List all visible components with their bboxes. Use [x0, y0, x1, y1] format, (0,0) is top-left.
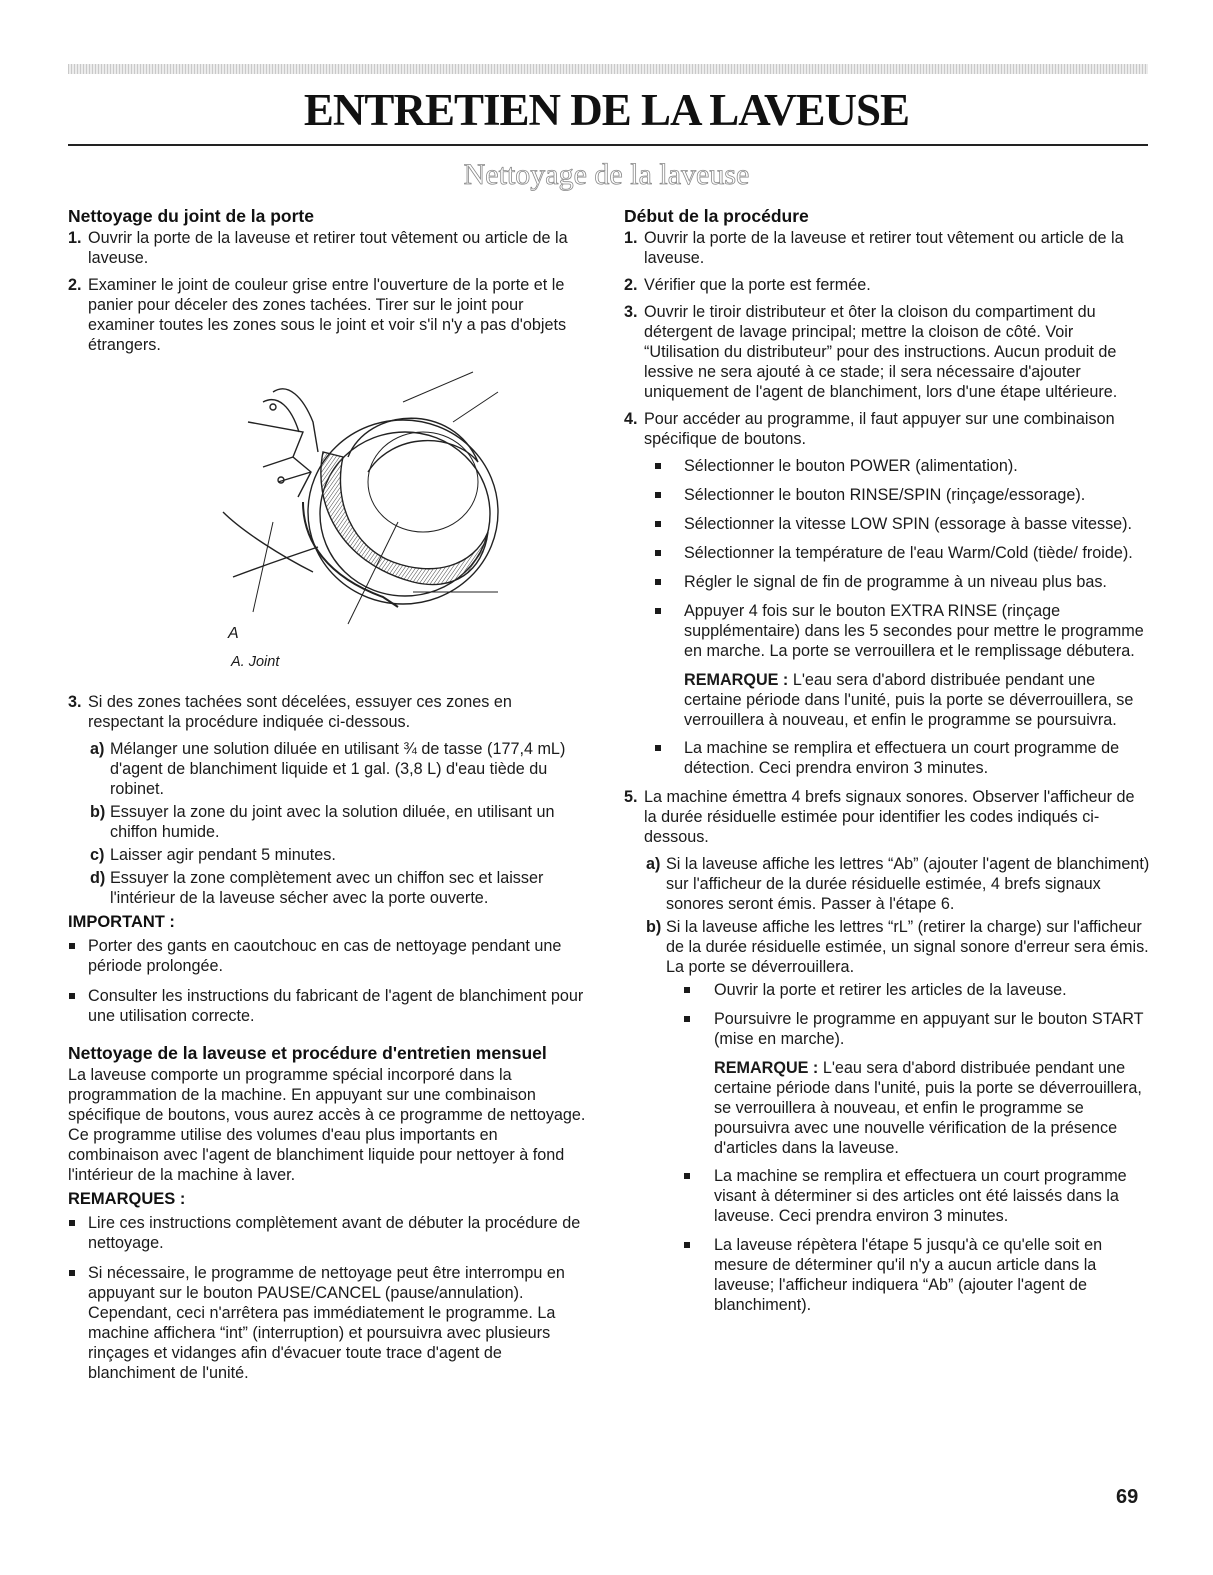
section-subtitle: Nettoyage de la laveuse [463, 158, 750, 191]
bullet-item: Si nécessaire, le programme de nettoyage peut être interrompu en appuyant sur le bouton PAUSE/CANCEL (pause/annulation). Cependant, ceci n'arrêtera pas immédiatement le programme. La machine affichera “int” (interruption) et poursuivra avec plusieurs rinçages et vidanges afin d'évacuer toute trace d'agent de blanchiment de l'unité. [68, 1263, 588, 1383]
list-item: 5. La machine émettra 4 brefs signaux sonores. Observer l'afficheur de la durée résiduelle estimée pour identifier les codes indiqués ci-dessous. [624, 788, 1135, 846]
important-label: IMPORTANT : [68, 913, 175, 931]
left-column [68, 205, 588, 1393]
washer-door-seal-drawing [153, 362, 503, 627]
bullet-item: Sélectionner le bouton POWER (alimentation). [624, 456, 1150, 476]
bullet-item: Sélectionner le bouton RINSE/SPIN (rinçage/essorage). [624, 485, 1150, 505]
sub-item: b) Si la laveuse affiche les lettres “rL” (retirer la charge) sur l'afficheur de la durée résiduelle estimée, un signal sonore d'erreur sera émis. La porte se déverrouillera. [646, 918, 1149, 976]
remarque-note: REMARQUE : L'eau sera d'abord distribuée pendant une certaine période dans l'unité, puis la porte se déverrouillera, se verrouillera à nouveau, et enfin le programme se poursuivra avec une nouvelle vérification de la présence d'articles dans la laveuse. [714, 1059, 1142, 1157]
bullet-item: Lire ces instructions complètement avant de débuter la procédure de nettoyage. [68, 1213, 588, 1253]
bullet-item: Sélectionner la température de l'eau Warm/Cold (tiède/ froide). [624, 543, 1150, 563]
bullet-item: Appuyer 4 fois sur le bouton EXTRA RINSE (rinçage supplémentaire) dans les 5 secondes pour mettre le programme en marche. La porte se verrouillera et le remplissage débutera. [624, 601, 1150, 661]
bullet-item: La machine se remplira et effectuera un court programme de détection. Ceci prendra environ 3 minutes. [624, 738, 1150, 778]
sub-item: c) Laisser agir pendant 5 minutes. [90, 846, 336, 864]
heading-start-procedure: Début de la procédure [624, 206, 809, 226]
figure-label-a: A [228, 625, 239, 642]
sub-item: d) Essuyer la zone complètement avec un chiffon sec et laisser l'intérieur de la laveuse sécher avec la porte ouverte. [90, 869, 544, 907]
list-item: 3. Ouvrir le tiroir distributeur et ôter la cloison du compartiment du détergent de lavage principal; mettre la cloison de côté. Voir “Utilisation du distributeur” pour des instructions. Aucun produit de lessive ne sera ajouté à ce stade; il sera nécessaire d'ajouter uniquement de l'agent de blanchiment, lors d'une étape ultérieure. [624, 303, 1118, 401]
bullet-item: La machine se remplira et effectuera un court programme visant à déterminer si des articles ont été laissés dans la laveuse. Ceci prendra environ 3 minutes. [624, 1166, 1150, 1226]
list-item: 3. Si des zones tachées sont décelées, essuyer ces zones en respectant la procédure indiquée ci-dessous. [68, 693, 512, 731]
page-number: 69 [1116, 1486, 1139, 1508]
remarque-note: REMARQUE : L'eau sera d'abord distribuée pendant une certaine période dans l'unité, puis la porte se déverrouillera, se verrouillera à nouveau, et enfin le programme se poursuivra. [684, 671, 1134, 729]
title-divider [68, 144, 1148, 146]
page-title: ENTRETIEN DE LA LAVEUSE [303, 85, 910, 135]
right-column [624, 205, 1150, 1324]
sub-item: a) Mélanger une solution diluée en utilisant ¾ de tasse (177,4 mL) d'agent de blanchiment liquide et 1 gal. (3,8 L) d'eau tiède du robinet. [90, 740, 566, 798]
heading-door-seal: Nettoyage du joint de la porte [68, 206, 314, 226]
list-item: 1. Ouvrir la porte de la laveuse et retirer tout vêtement ou article de la laveuse. [68, 229, 568, 267]
header-decorative-band [68, 64, 1148, 74]
door-seal-illustration [68, 362, 588, 684]
bullet-item: Sélectionner la vitesse LOW SPIN (essorage à basse vitesse). [624, 514, 1150, 534]
intro-paragraph: La laveuse comporte un programme spécial incorporé dans la programmation de la machine. En appuyant sur une combinaison spécifique de boutons, vous aurez accès à ce programme de nettoyage. Ce programme utilise des volumes d'eau plus importants en combinaison avec l'agent de blanchiment liquide pour nettoyer à fond l'intérieur de la machine à laver. [68, 1066, 586, 1184]
heading-monthly-maintenance: Nettoyage de la laveuse et procédure d'entretien mensuel [68, 1043, 547, 1063]
list-item: 2. Examiner le joint de couleur grise entre l'ouverture de la porte et le panier pour déceler des zones tachées. Tirer sur le joint pour examiner toutes les zones sous le joint et voir s'il n'y a pas d'objets étrangers. [68, 276, 567, 354]
bullet-item: La laveuse répètera l'étape 5 jusqu'à ce qu'elle soit en mesure de déterminer qu'il n'y a aucun article dans la laveuse; l'afficheur indiquera “Ab” (ajouter l'agent de blanchiment). [624, 1235, 1150, 1315]
sub-item: b) Essuyer la zone du joint avec la solution diluée, en utilisant un chiffon humide. [90, 803, 555, 841]
list-item: 1. Ouvrir la porte de la laveuse et retirer tout vêtement ou article de la laveuse. [624, 229, 1124, 267]
remarques-label: REMARQUES : [68, 1190, 186, 1208]
list-item: 2. Vérifier que la porte est fermée. [624, 276, 871, 294]
bullet-item: Consulter les instructions du fabricant de l'agent de blanchiment pour une utilisation correcte. [68, 986, 588, 1026]
bullet-item: Porter des gants en caoutchouc en cas de nettoyage pendant une période prolongée. [68, 936, 588, 976]
bullet-item: Ouvrir la porte et retirer les articles de la laveuse. [624, 980, 1150, 1000]
list-item: 4. Pour accéder au programme, il faut appuyer sur une combinaison spécifique de boutons. [624, 410, 1115, 448]
figure-caption: A. Joint [231, 654, 280, 670]
bullet-item: Régler le signal de fin de programme à un niveau plus bas. [624, 572, 1150, 592]
sub-item: a) Si la laveuse affiche les lettres “Ab” (ajouter l'agent de blanchiment) sur l'afficheur de la durée résiduelle estimée, 4 brefs signaux sonores seront émis. Passer à l'étape 6. [646, 855, 1150, 913]
bullet-item: Poursuivre le programme en appuyant sur le bouton START (mise en marche). [624, 1009, 1150, 1049]
